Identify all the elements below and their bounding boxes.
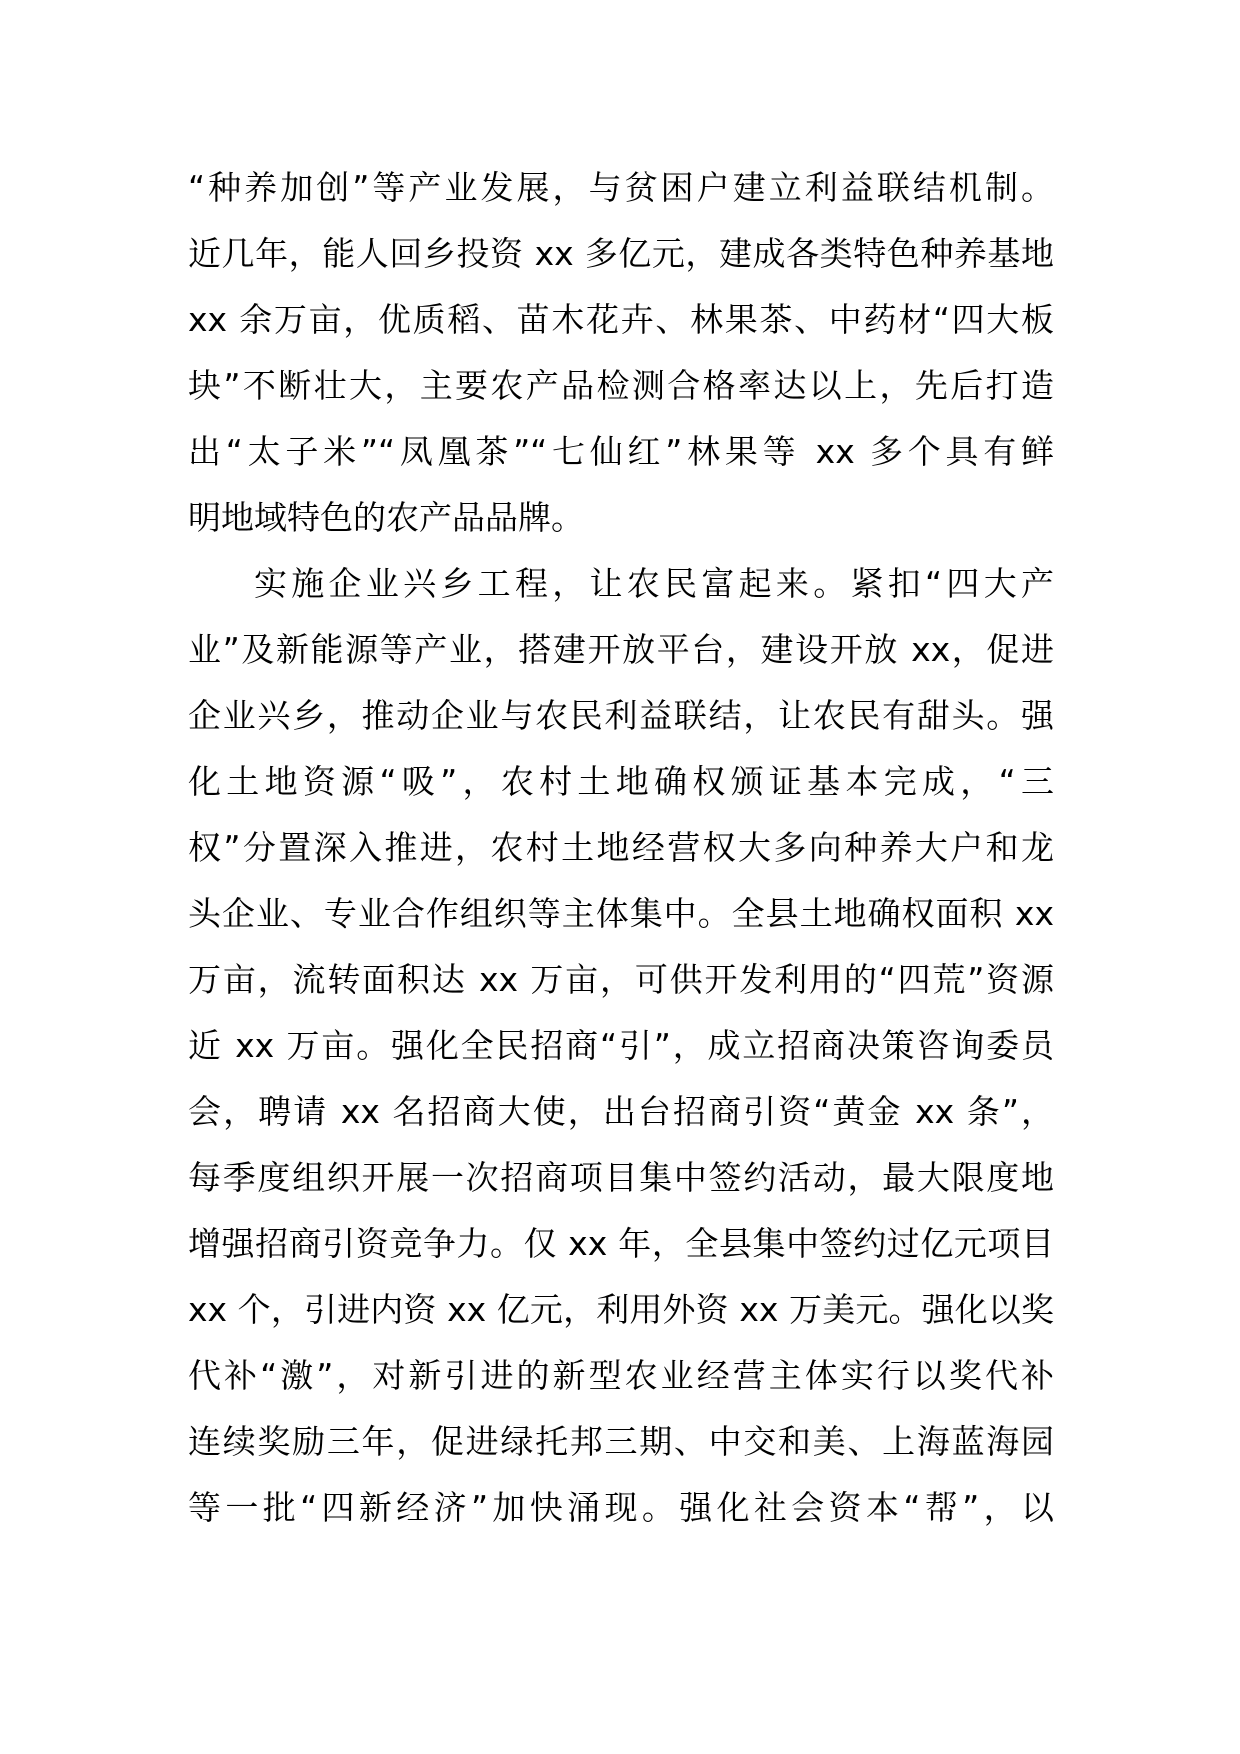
text-line: 实施企业兴乡工程，让农民富起来。紧扣“四大产 (254, 564, 1054, 603)
text-line: 连续奖励三年，促进绿托邦三期、中交和美、上海蓝海园 (188, 1422, 1054, 1461)
document-body (188, 155, 1054, 1541)
text-line: 万亩，流转面积达 xx 万亩，可供开发利用的“四荒”资源 (188, 960, 1054, 999)
text-line: “种养加创”等产业发展，与贫困户建立利益联结机制。 (188, 168, 1054, 207)
paragraph-2 (188, 551, 1054, 1541)
text-line: 权”分置深入推进，农村土地经营权大多向种养大户和龙 (188, 828, 1054, 867)
text-line: 明地域特色的农产品品牌。 (188, 498, 584, 537)
text-line: 企业兴乡，推动企业与农民利益联结，让农民有甜头。强 (188, 696, 1054, 735)
text-line: 增强招商引资竞争力。仅 xx 年，全县集中签约过亿元项目 (188, 1224, 1054, 1263)
paragraph-1 (188, 155, 1054, 551)
text-line: 近 xx 万亩。强化全民招商“引”，成立招商决策咨询委员 (188, 1026, 1054, 1065)
text-line: 头企业、专业合作组织等主体集中。全县土地确权面积 xx (188, 894, 1054, 933)
text-line: 代补“激”，对新引进的新型农业经营主体实行以奖代补 (188, 1356, 1054, 1395)
text-line: 业”及新能源等产业，搭建开放平台，建设开放 xx，促进 (188, 630, 1054, 669)
text-line: 近几年，能人回乡投资 xx 多亿元，建成各类特色种养基地 (188, 234, 1054, 273)
text-line: xx 余万亩，优质稻、苗木花卉、林果茶、中药材“四大板 (188, 300, 1054, 339)
text-line: 每季度组织开展一次招商项目集中签约活动，最大限度地 (188, 1158, 1054, 1197)
text-line: 块”不断壮大，主要农产品检测合格率达以上，先后打造 (188, 366, 1054, 405)
text-line: 出“太子米”“凤凰茶”“七仙红”林果等 xx 多个具有鲜 (188, 432, 1054, 471)
text-line: 等一批“四新经济”加快涌现。强化社会资本“帮”，以 (188, 1488, 1054, 1527)
text-line: 会，聘请 xx 名招商大使，出台招商引资“黄金 xx 条”， (188, 1092, 1054, 1131)
text-line: 化土地资源“吸”，农村土地确权颁证基本完成，“三 (188, 762, 1054, 801)
text-line: xx 个，引进内资 xx 亿元，利用外资 xx 万美元。强化以奖 (188, 1290, 1054, 1329)
